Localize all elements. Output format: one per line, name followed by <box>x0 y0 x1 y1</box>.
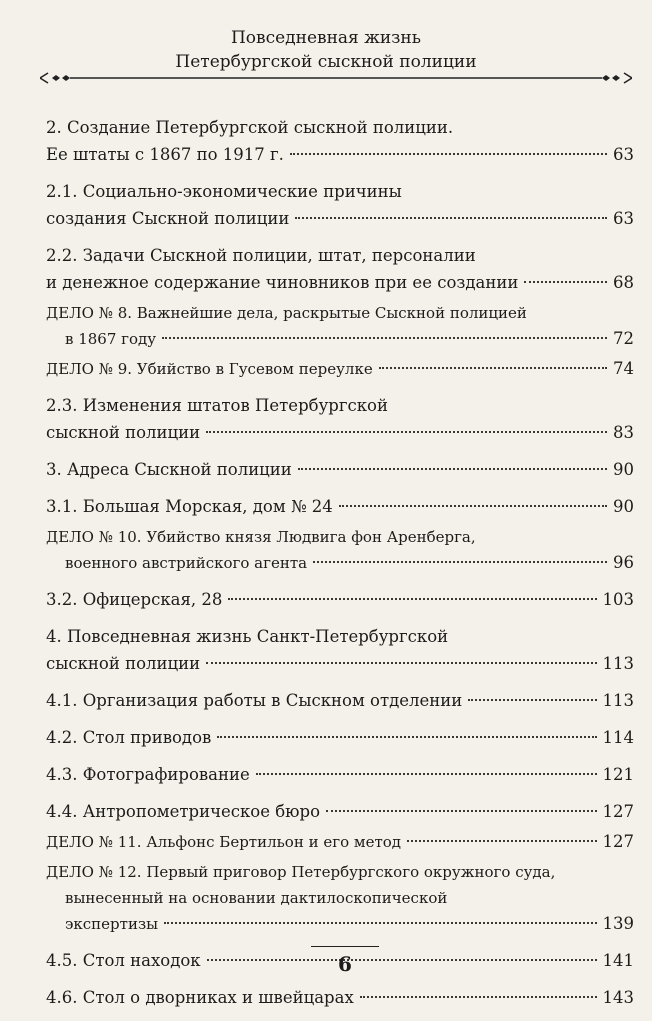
toc-entry-title: 4. Повседневная жизнь Санкт-Петербургской <box>46 627 449 646</box>
header-line-1: Повседневная жизнь <box>230 28 422 48</box>
toc-page-number: 139 <box>602 914 634 933</box>
toc-page-number: 96 <box>613 553 634 572</box>
dot-leader <box>228 598 596 600</box>
toc-page-number: 72 <box>613 329 634 348</box>
toc-page-number: 127 <box>602 802 634 821</box>
toc-page-number: 63 <box>613 145 634 164</box>
toc-page-number: 141 <box>602 951 634 970</box>
toc-entry-title: Ее штаты с 1867 по 1917 г. <box>46 145 284 164</box>
toc-entry-title: ДЕЛО № 8. Важнейшие дела, раскрытые Сыскной полицией <box>46 304 527 322</box>
toc-entry-title: ДЕЛО № 12. Первый приговор Петербургского окружного суда, <box>46 863 556 881</box>
header-ornament-rule <box>40 70 632 86</box>
dot-leader <box>206 431 607 433</box>
toc-entry[interactable] <box>46 586 634 613</box>
toc-entry-title: ДЕЛО № 9. Убийство в Гусевом переулке <box>46 360 373 378</box>
toc-entry[interactable] <box>46 687 634 714</box>
toc-entry-title: сыскной полиции <box>46 423 201 442</box>
toc-page-number: 103 <box>602 590 634 609</box>
toc-case-entry[interactable] <box>46 356 634 382</box>
toc-page-number: 121 <box>602 765 634 784</box>
dot-leader <box>256 773 597 775</box>
toc-case-entry[interactable] <box>46 524 634 576</box>
toc-entry[interactable] <box>46 798 634 825</box>
dot-leader <box>295 217 607 219</box>
header-line-2: Петербургской сыскной полиции <box>175 52 477 72</box>
toc-entry-title: 2.1. Социально-экономические причины <box>46 182 402 201</box>
toc-entry-title: 4.4. Антропометрическое бюро <box>46 802 321 821</box>
toc-entry-title: 2.3. Изменения штатов Петербургской <box>46 396 388 415</box>
dot-leader <box>468 699 596 701</box>
dot-leader <box>524 281 607 283</box>
toc-entry-title: вынесенный на основании дактилоскопической <box>65 889 448 907</box>
toc-page-number: 143 <box>602 988 634 1007</box>
toc-page-number: 90 <box>613 460 634 479</box>
toc-entry[interactable] <box>46 493 634 520</box>
toc-entry-title: 3.2. Офицерская, 28 <box>46 590 223 609</box>
toc-entry-title: 4.2. Стол приводов <box>46 728 212 747</box>
toc-entry-title: ДЕЛО № 11. Альфонс Бертильон и его метод <box>46 833 402 851</box>
dot-leader <box>339 505 607 507</box>
toc-entry-title: и денежное содержание чиновников при ее создании <box>46 273 519 292</box>
dot-leader <box>207 959 597 961</box>
toc-entry[interactable] <box>46 623 634 677</box>
toc-entry[interactable] <box>46 242 634 296</box>
toc-entry[interactable] <box>46 178 634 232</box>
toc-entry-title: экспертизы <box>65 915 159 933</box>
toc-page-number: 114 <box>602 728 634 747</box>
dot-leader <box>298 468 607 470</box>
toc-entry[interactable] <box>46 724 634 751</box>
toc-page-number: 113 <box>602 654 634 673</box>
toc-entry-title: 4.3. Фотографирование <box>46 765 250 784</box>
toc-entry-title: военного австрийского агента <box>65 554 308 572</box>
toc-page-number: 127 <box>602 832 634 851</box>
page-number: 6 <box>338 952 352 976</box>
toc-page-number: 113 <box>602 691 634 710</box>
toc-case-entry[interactable] <box>46 300 634 352</box>
dot-leader <box>217 736 596 738</box>
toc-entry-title: создания Сыскной полиции <box>46 209 290 228</box>
toc-page-number: 74 <box>613 359 634 378</box>
toc-entry-title: ДЕЛО № 10. Убийство князя Людвига фон Аренберга, <box>46 528 476 546</box>
toc-entry[interactable] <box>46 392 634 446</box>
dot-leader <box>360 996 597 998</box>
dot-leader <box>206 662 596 664</box>
dot-leader <box>379 367 607 369</box>
dot-leader <box>326 810 596 812</box>
toc-entry-title: 4.6. Стол о дворниках и швейцарах <box>46 988 354 1007</box>
dot-leader <box>313 561 607 563</box>
toc-case-entry[interactable] <box>46 829 634 855</box>
toc-entry[interactable] <box>46 114 634 168</box>
toc-entry-title: сыскной полиции <box>46 654 201 673</box>
toc-entry-title: в 1867 году <box>65 330 157 348</box>
dot-leader <box>164 922 596 924</box>
dot-leader <box>290 153 607 155</box>
running-header <box>0 26 652 74</box>
toc-page-number: 90 <box>613 497 634 516</box>
toc-entry-title: 3.1. Большая Морская, дом № 24 <box>46 497 333 516</box>
toc-entry-title: 4.1. Организация работы в Сыскном отделении <box>46 691 463 710</box>
toc-entry-title: 4.5. Стол находок <box>46 951 201 970</box>
toc-entry[interactable] <box>46 984 634 1011</box>
toc-entry-title: 2. Создание Петербургской сыскной полиции. <box>46 118 454 137</box>
toc-entry-title: 3. Адреса Сыскной полиции <box>46 460 292 479</box>
footer-rule <box>311 946 379 947</box>
dot-leader <box>407 840 596 842</box>
dot-leader <box>162 337 607 339</box>
toc-page-number: 83 <box>613 423 634 442</box>
toc-case-entry[interactable] <box>46 859 634 937</box>
toc-page-number: 68 <box>613 273 634 292</box>
toc-entry[interactable] <box>46 761 634 788</box>
toc-entry[interactable] <box>46 456 634 483</box>
toc-page-number: 63 <box>613 209 634 228</box>
table-of-contents <box>46 114 634 1021</box>
toc-entry-title: 2.2. Задачи Сыскной полиции, штат, персоналии <box>46 246 476 265</box>
